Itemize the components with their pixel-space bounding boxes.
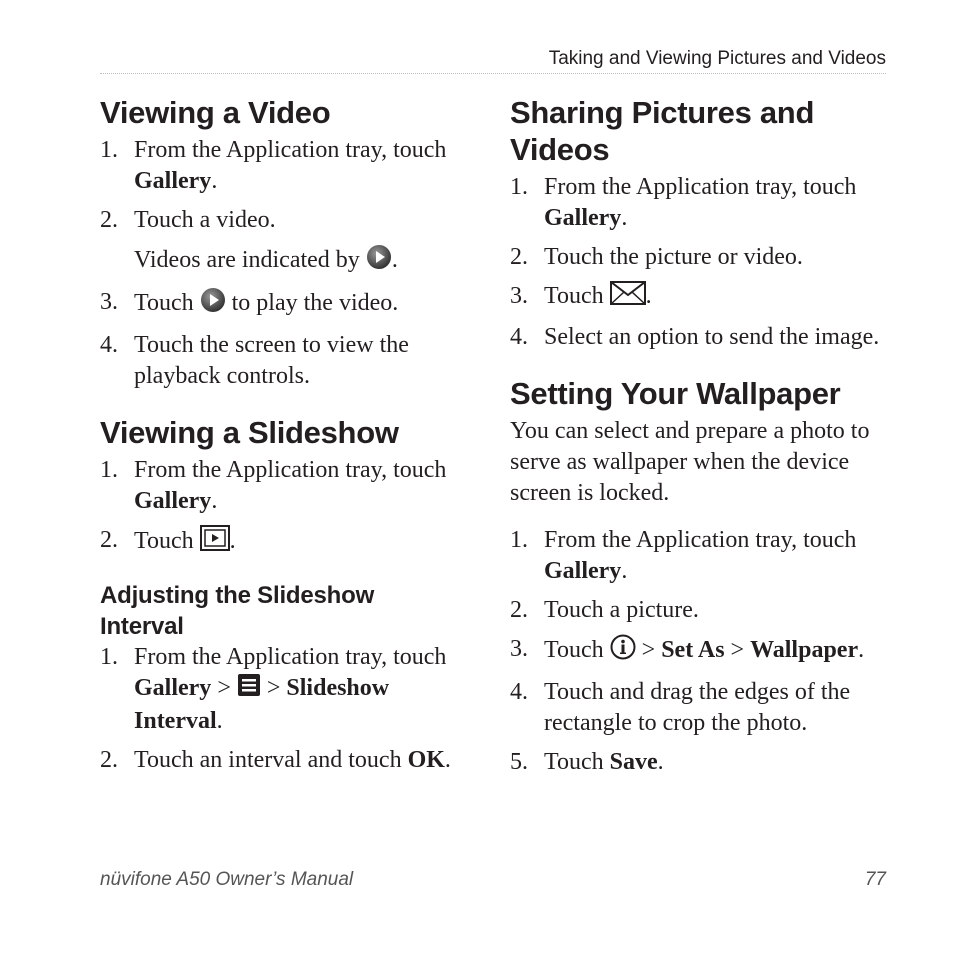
save-label: Save [609,749,658,775]
list-item [100,135,460,197]
slideshow-icon [200,525,230,560]
wallpaper-steps [510,525,890,778]
left-column [100,94,460,784]
step-text: Touch [544,283,604,310]
step-number: 3. [510,636,528,662]
period: . [645,283,652,310]
step-number: 2. [510,597,528,623]
step-number: 1. [510,527,528,553]
step-text: Touch the screen to view the playback controls. [134,332,409,389]
list-item [100,455,460,517]
step-number: 2. [510,244,528,270]
gallery-label: Gallery [134,488,212,514]
period: . [657,749,664,775]
list-item [510,747,890,778]
step-text: Touch [134,290,194,317]
step-text: Touch [134,528,194,555]
list-item [100,642,460,737]
list-item [510,595,890,626]
list-item [100,287,460,322]
step-number: 2. [100,527,118,553]
step-number: 3. [100,289,118,315]
video-steps [100,135,460,392]
step-text: Touch [544,749,604,775]
page-header [100,46,886,74]
wallpaper-label: Wallpaper [750,637,859,664]
info-icon [610,634,636,669]
gallery-label: Gallery [544,205,622,231]
list-item [100,745,460,776]
gallery-label: Gallery [544,558,622,584]
period: . [211,168,218,194]
step-number: 5. [510,749,528,775]
step-text: Touch a picture. [544,597,699,623]
step-text: Select an option to send the image. [544,324,880,350]
step-number: 1. [510,174,528,200]
gallery-label: Gallery [134,675,212,702]
step-number: 3. [510,283,528,309]
separator: > [266,675,281,702]
period: . [216,708,223,734]
set-as-label: Set As [661,637,725,664]
section-title-wallpaper: Setting Your Wallpaper [510,376,841,411]
slideshow-interval-label: Slideshow Interval [134,675,390,734]
step-text: to play the video. [231,290,399,317]
list-item [510,242,890,273]
list-item [100,205,460,279]
separator: > [730,637,745,664]
step-text: Touch [544,637,604,664]
subsection-title-slideshow-interval: Adjusting the Slideshow Interval [100,582,375,640]
step-number: 1. [100,137,118,163]
note-text: Videos are indicated by [134,247,360,274]
wallpaper-intro: You can select and prepare a photo to serve as wallpaper when the device screen is locked. [510,418,870,506]
list-item [510,322,890,353]
step-text: Touch an interval and touch [134,747,402,773]
interval-steps [100,642,460,776]
step-text: From the Application tray, touch [134,137,447,163]
step-number: 1. [100,457,118,483]
step-text: Touch the picture or video. [544,244,803,270]
gallery-label: Gallery [134,168,212,194]
envelope-icon [610,281,646,314]
separator: > [641,637,656,664]
footer-manual-title: nüvifone A50 Owner’s Manual [100,869,354,890]
step-text: From the Application tray, touch [544,527,857,553]
step-text: From the Application tray, touch [134,644,447,670]
period: . [621,205,628,231]
period: . [229,528,236,555]
list-item [510,634,890,669]
period: . [858,637,865,664]
step-text: From the Application tray, touch [544,174,857,200]
play-icon [200,287,226,322]
step-number: 1. [100,644,118,670]
step-number: 4. [510,324,528,350]
section-title-viewing-slideshow: Viewing a Slideshow [100,415,399,450]
slideshow-steps [100,455,460,560]
menu-icon [237,673,261,706]
list-item [100,525,460,560]
period: . [621,558,628,584]
step-text: Touch a video. [134,207,276,233]
right-column [510,94,890,786]
ok-label: OK [407,747,445,773]
separator: > [217,675,231,702]
section-title-sharing: Sharing Pictures and Videos [510,95,815,167]
period: . [211,488,218,514]
step-number: 4. [100,332,118,358]
footer-page-number: 77 [864,869,886,890]
header-title: Taking and Viewing Pictures and Videos [548,48,886,69]
list-item [100,330,460,392]
step-text: Touch and drag the edges of the rectangle to crop the photo. [544,679,851,736]
section-title-viewing-video: Viewing a Video [100,95,331,130]
list-item [510,525,890,587]
list-item [510,172,890,234]
period: . [444,747,451,773]
step-number: 2. [100,207,118,233]
list-item [510,281,890,314]
step-number: 4. [510,679,528,705]
step-note [134,244,460,279]
period: . [391,247,398,274]
step-number: 2. [100,747,118,773]
sharing-steps [510,172,890,353]
step-text: From the Application tray, touch [134,457,447,483]
video-indicator-icon [366,244,392,279]
list-item [510,677,890,739]
